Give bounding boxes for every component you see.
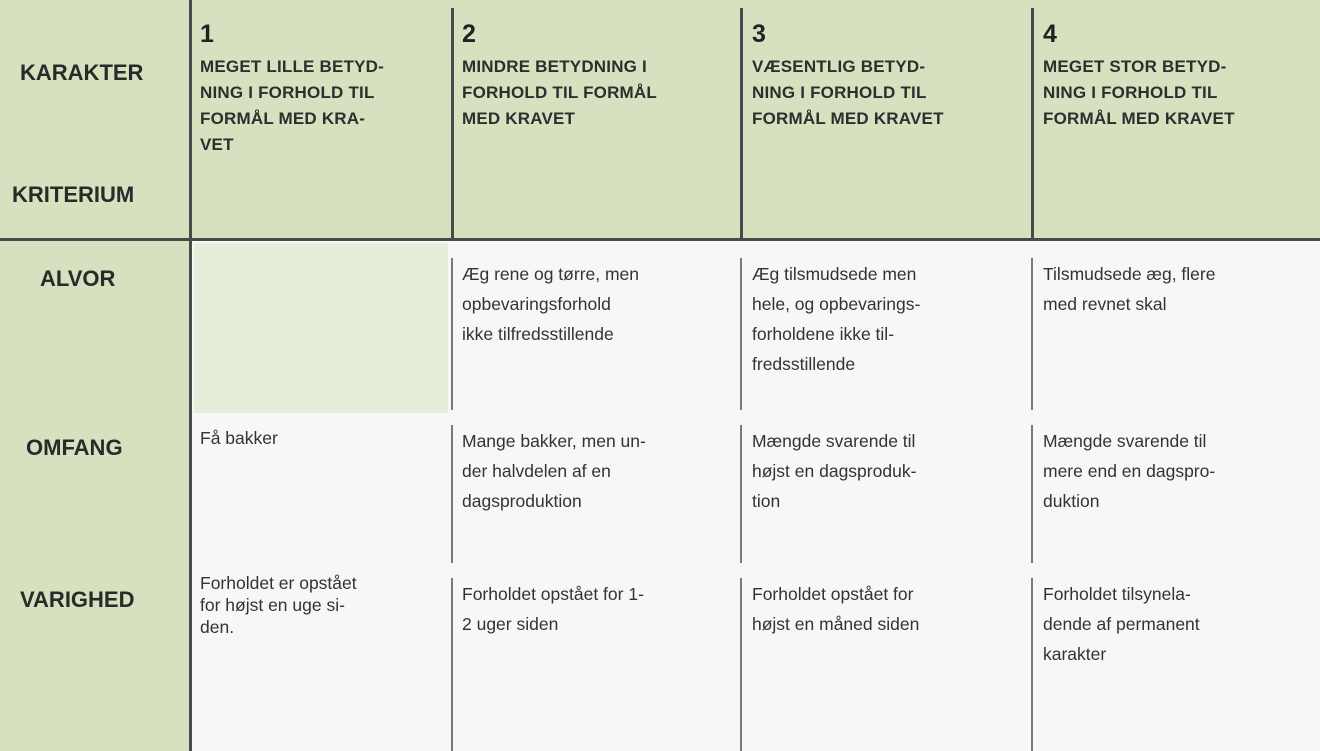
row-label-alvor: ALVOR	[40, 266, 116, 291]
row-label-omfang: OMFANG	[26, 435, 123, 460]
cell-line: forholdene ikke til-	[752, 324, 895, 344]
column-line: MINDRE BETYDNING I	[462, 57, 647, 76]
cell-omfang-2	[462, 426, 738, 516]
body-divider-2a	[740, 258, 742, 410]
body-divider-1c	[451, 578, 453, 751]
body-divider-2c	[740, 578, 742, 751]
cell-line: Mange bakker, men un-	[462, 431, 646, 451]
cell-line: Forholdet tilsynela-	[1043, 584, 1191, 604]
body-divider-3c	[1031, 578, 1033, 751]
cell-line: for højst en uge si-	[200, 595, 345, 615]
cell-varighed-4	[1043, 579, 1318, 669]
column-line: VET	[200, 135, 234, 154]
column-line: VÆSENTLIG BETYD-	[752, 57, 926, 76]
cell-line: højst en måned siden	[752, 614, 920, 634]
column-divider-2	[740, 8, 743, 238]
cell-alvor-4	[1043, 259, 1318, 319]
cell-line: 2 uger siden	[462, 614, 559, 634]
cell-line: dende af permanent	[1043, 614, 1200, 634]
column-line: FORMÅL MED KRAVET	[752, 109, 944, 128]
cell-line: højst en dagsproduk-	[752, 461, 917, 481]
column-line: MEGET STOR BETYD-	[1043, 57, 1227, 76]
cell-line: Forholdet opstået for 1-	[462, 584, 644, 604]
kriterium-label: KRITERIUM	[12, 182, 135, 207]
header-column-1	[200, 20, 448, 158]
column-line: FORMÅL MED KRA-	[200, 109, 366, 128]
column-number: 4	[1043, 20, 1057, 48]
column-number: 1	[200, 20, 214, 48]
column-line: MEGET LILLE BETYD-	[200, 57, 384, 76]
column-line: NING I FORHOLD TIL	[752, 83, 927, 102]
column-line: FORMÅL MED KRAVET	[1043, 109, 1235, 128]
row-label-varighed: VARIGHED	[20, 587, 135, 612]
cell-varighed-2	[462, 579, 738, 639]
header-column-3	[752, 20, 1028, 132]
body-divider-1a	[451, 258, 453, 410]
cell-line: Mængde svarende til	[752, 431, 916, 451]
cell-line: duktion	[1043, 491, 1100, 511]
column-line: NING I FORHOLD TIL	[200, 83, 375, 102]
cell-line: Tilsmudsede æg, flere	[1043, 264, 1216, 284]
column-number: 2	[462, 20, 476, 48]
cell-line: opbevaringsforhold	[462, 294, 611, 314]
column-divider-0	[189, 0, 192, 751]
karakter-label: KARAKTER	[20, 60, 144, 85]
cell-line: Forholdet opstået for	[752, 584, 914, 604]
header-divider	[0, 238, 1320, 241]
column-line: FORHOLD TIL FORMÅL	[462, 83, 657, 102]
cell-line: den.	[200, 617, 235, 637]
cell-omfang-4	[1043, 426, 1318, 516]
cell-line: fredsstillende	[752, 354, 856, 374]
column-line: NING I FORHOLD TIL	[1043, 83, 1218, 102]
cell-alvor-3	[752, 259, 1028, 379]
cell-line: mere end en dagspro-	[1043, 461, 1216, 481]
criteria-column-background	[0, 240, 190, 751]
cell-line: Få bakker	[200, 428, 278, 448]
cell-line: karakter	[1043, 644, 1107, 664]
cell-line: ikke tilfredsstillende	[462, 324, 614, 344]
cell-omfang-3	[752, 426, 1028, 516]
column-number: 3	[752, 20, 766, 48]
empty-cell-alvor-1	[194, 243, 448, 413]
cell-line: Forholdet er opstået	[200, 573, 357, 593]
body-divider-3a	[1031, 258, 1033, 410]
cell-line: Æg tilsmudsede men	[752, 264, 917, 284]
cell-alvor-2	[462, 259, 738, 349]
cell-varighed-3	[752, 579, 1028, 639]
cell-line: med revnet skal	[1043, 294, 1167, 314]
cell-line: Mængde svarende til	[1043, 431, 1207, 451]
header-column-4	[1043, 20, 1318, 132]
cell-omfang-1	[200, 423, 448, 453]
column-divider-1	[451, 8, 454, 238]
body-divider-1b	[451, 425, 453, 563]
body-divider-2b	[740, 425, 742, 563]
cell-line: der halvdelen af en	[462, 461, 611, 481]
cell-varighed-1	[200, 572, 448, 638]
cell-line: dagsproduktion	[462, 491, 582, 511]
header-column-2	[462, 20, 737, 132]
column-line: MED KRAVET	[462, 109, 576, 128]
cell-line: Æg rene og tørre, men	[462, 264, 640, 284]
body-divider-3b	[1031, 425, 1033, 563]
cell-line: hele, og opbevarings-	[752, 294, 921, 314]
cell-line: tion	[752, 491, 781, 511]
column-divider-3	[1031, 8, 1034, 238]
